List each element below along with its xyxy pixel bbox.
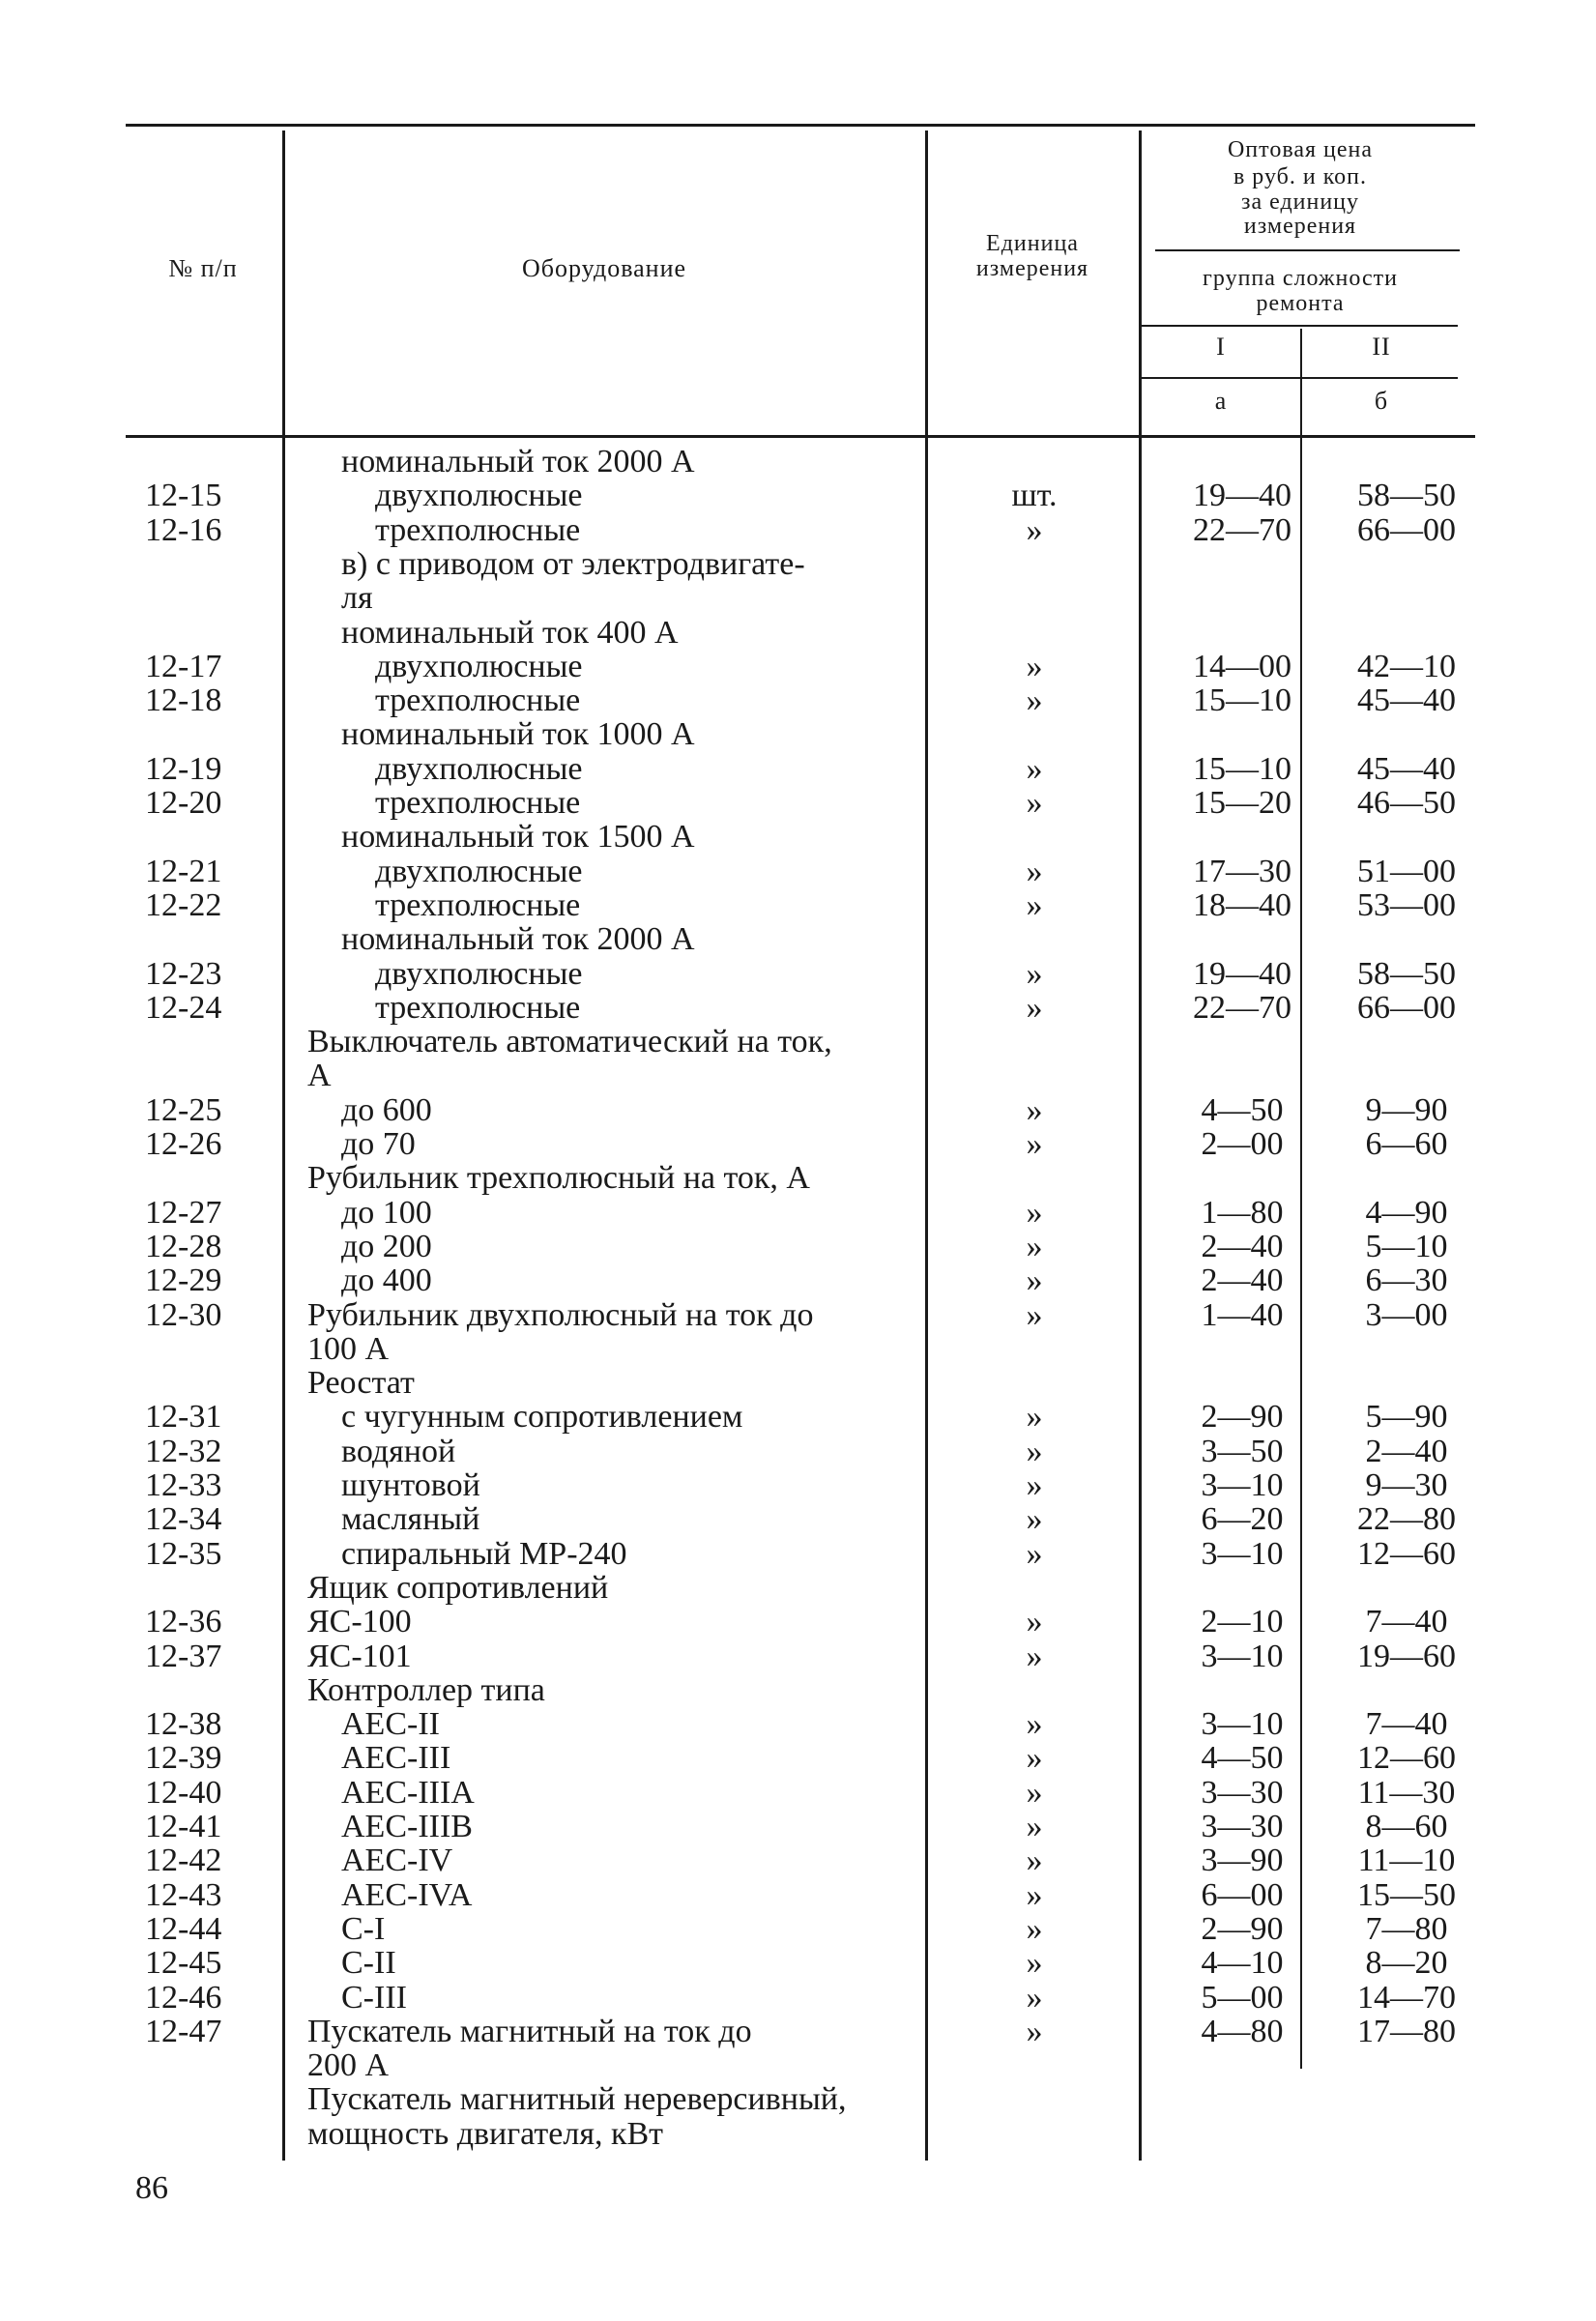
equipment-name: АЕС-IVA xyxy=(341,1877,473,1913)
row-number: 12-35 xyxy=(145,1536,222,1572)
equipment-name: Контроллер типа xyxy=(307,1672,545,1708)
price-group-a: 3—10 xyxy=(1201,1467,1284,1503)
price-group-b: 9—30 xyxy=(1365,1467,1448,1503)
equipment-name: ЯС-101 xyxy=(307,1639,412,1674)
price-group-a: 3—30 xyxy=(1201,1809,1284,1844)
row-number: 12-17 xyxy=(145,649,222,684)
price-group-b: 45—40 xyxy=(1357,751,1456,787)
price-group-a: 6—00 xyxy=(1201,1877,1284,1913)
price-group-a: 2—00 xyxy=(1201,1126,1284,1162)
price-group-a: 2—90 xyxy=(1201,1399,1284,1435)
header-equipment: Оборудование xyxy=(521,254,687,282)
price-group-b: 11—10 xyxy=(1357,1842,1456,1878)
equipment-name: шунтовой xyxy=(341,1467,480,1503)
price-group-a: 4—10 xyxy=(1201,1945,1284,1981)
equipment-name: С-III xyxy=(341,1980,407,2016)
row-number: 12-44 xyxy=(145,1911,222,1947)
price-group-b: 3—00 xyxy=(1365,1297,1448,1333)
row-number: 12-25 xyxy=(145,1092,222,1128)
equipment-name: двухполюсные xyxy=(375,649,583,684)
equipment-name: ля xyxy=(341,580,373,616)
header-unit-1: Единица xyxy=(986,231,1079,256)
equipment-name: двухполюсные xyxy=(375,751,583,787)
equipment-name: номинальный ток 1000 А xyxy=(341,716,695,752)
unit-of-measure: » xyxy=(1026,1980,1043,2016)
unit-of-measure: » xyxy=(1026,887,1043,923)
row-number: 12-23 xyxy=(145,956,222,992)
row-number: 12-22 xyxy=(145,887,222,923)
unit-of-measure: » xyxy=(1026,1229,1043,1264)
header-unit-2: измерения xyxy=(975,256,1089,281)
equipment-name: АЕС-IIIA xyxy=(341,1775,475,1811)
col-divider-1 xyxy=(282,131,285,2161)
price-group-b: 9—90 xyxy=(1365,1092,1448,1128)
unit-of-measure: » xyxy=(1026,1877,1043,1913)
equipment-name: масляный xyxy=(341,1501,480,1537)
equipment-name: до 400 xyxy=(341,1262,432,1298)
price-group-a: 3—30 xyxy=(1201,1775,1284,1811)
price-group-a: 3—10 xyxy=(1201,1536,1284,1572)
price-group-b: 6—60 xyxy=(1365,1126,1448,1162)
unit-of-measure: » xyxy=(1026,2014,1043,2049)
price-group-b: 4—90 xyxy=(1365,1195,1448,1231)
equipment-name: Рубильник двухполюсный на ток до xyxy=(307,1297,814,1333)
header-sub-a: а xyxy=(1214,387,1228,415)
unit-of-measure: » xyxy=(1026,1399,1043,1435)
price-group-b: 42—10 xyxy=(1357,649,1456,684)
equipment-name: АЕС-II xyxy=(341,1706,440,1742)
unit-of-measure: » xyxy=(1026,1775,1043,1811)
row-number: 12-18 xyxy=(145,682,222,718)
page-number: 86 xyxy=(135,2170,168,2206)
row-number: 12-19 xyxy=(145,751,222,787)
price-group-b: 19—60 xyxy=(1357,1639,1456,1674)
equipment-name: С-I xyxy=(341,1911,386,1947)
equipment-name: мощность двигателя, кВт xyxy=(307,2116,664,2152)
header-group-II: II xyxy=(1372,333,1391,361)
equipment-name: А xyxy=(307,1058,332,1093)
price-group-b: 7—80 xyxy=(1365,1911,1448,1947)
equipment-name: 100 А xyxy=(307,1331,390,1367)
equipment-name: АЕС-IV xyxy=(341,1842,453,1878)
equipment-name: до 100 xyxy=(341,1195,432,1231)
row-number: 12-31 xyxy=(145,1399,222,1435)
price-group-a: 19—40 xyxy=(1193,478,1291,513)
price-group-b: 5—10 xyxy=(1365,1229,1448,1264)
price-group-a: 15—10 xyxy=(1193,682,1291,718)
price-group-b: 17—80 xyxy=(1357,2014,1456,2049)
row-number: 12-42 xyxy=(145,1842,222,1878)
price-group-a: 4—80 xyxy=(1201,2014,1284,2049)
price-group-b: 22—80 xyxy=(1357,1501,1456,1537)
equipment-name: двухполюсные xyxy=(375,478,583,513)
row-number: 12-20 xyxy=(145,785,222,821)
row-number: 12-41 xyxy=(145,1809,222,1844)
unit-of-measure: » xyxy=(1026,1126,1043,1162)
equipment-name: до 70 xyxy=(341,1126,416,1162)
row-number: 12-40 xyxy=(145,1775,222,1811)
equipment-name: спиральный МР-240 xyxy=(341,1536,627,1572)
unit-of-measure: » xyxy=(1026,512,1043,548)
unit-of-measure: » xyxy=(1026,682,1043,718)
equipment-name: водяной xyxy=(341,1434,456,1469)
row-number: 12-43 xyxy=(145,1877,222,1913)
price-group-a: 22—70 xyxy=(1193,990,1291,1026)
price-header-rule xyxy=(1155,249,1460,251)
row-number: 12-46 xyxy=(145,1980,222,2016)
row-number: 12-30 xyxy=(145,1297,222,1333)
price-group-b: 51—00 xyxy=(1357,854,1456,889)
price-group-a: 2—40 xyxy=(1201,1229,1284,1264)
price-group-b: 14—70 xyxy=(1357,1980,1456,2016)
equipment-name: 200 А xyxy=(307,2047,390,2083)
price-group-a: 15—10 xyxy=(1193,751,1291,787)
header-bottom-rule xyxy=(126,435,1475,438)
unit-of-measure: » xyxy=(1026,1434,1043,1469)
price-group-a: 22—70 xyxy=(1193,512,1291,548)
unit-of-measure: » xyxy=(1026,1195,1043,1231)
price-group-a: 2—40 xyxy=(1201,1262,1284,1298)
row-number: 12-16 xyxy=(145,512,222,548)
price-group-b: 7—40 xyxy=(1365,1604,1448,1639)
equipment-name: Пускатель магнитный на ток до xyxy=(307,2014,752,2049)
equipment-name: номинальный ток 1500 А xyxy=(341,819,695,855)
header-price-2: в руб. и коп. xyxy=(1233,164,1368,189)
equipment-name: АЕС-IIIB xyxy=(341,1809,473,1844)
price-group-b: 8—60 xyxy=(1365,1809,1448,1844)
equipment-name: Реостат xyxy=(307,1365,415,1401)
price-group-a: 3—10 xyxy=(1201,1706,1284,1742)
equipment-name: номинальный ток 2000 А xyxy=(341,444,695,479)
row-number: 12-34 xyxy=(145,1501,222,1537)
equipment-name: в) с приводом от электродвигате- xyxy=(341,546,805,582)
row-number: 12-32 xyxy=(145,1434,222,1469)
price-group-a: 14—00 xyxy=(1193,649,1291,684)
price-group-b: 66—00 xyxy=(1357,990,1456,1026)
price-group-a: 3—50 xyxy=(1201,1434,1284,1469)
price-group-a: 1—80 xyxy=(1201,1195,1284,1231)
header-price-1: Оптовая цена xyxy=(1227,137,1374,162)
unit-of-measure: » xyxy=(1026,956,1043,992)
row-number: 12-47 xyxy=(145,2014,222,2049)
equipment-name: до 600 xyxy=(341,1092,432,1128)
price-group-a: 3—10 xyxy=(1201,1639,1284,1674)
unit-of-measure: » xyxy=(1026,1297,1043,1333)
unit-of-measure: » xyxy=(1026,854,1043,889)
equipment-name: двухполюсные xyxy=(375,956,583,992)
equipment-name: номинальный ток 2000 А xyxy=(341,921,695,957)
header-group-1: группа сложности xyxy=(1203,266,1398,291)
equipment-name: трехполюсные xyxy=(375,785,581,821)
price-group-b: 12—60 xyxy=(1357,1740,1456,1776)
equipment-name: с чугунным сопротивлением xyxy=(341,1399,743,1435)
price-group-a: 19—40 xyxy=(1193,956,1291,992)
unit-of-measure: » xyxy=(1026,1842,1043,1878)
equipment-name: трехполюсные xyxy=(375,682,581,718)
row-number: 12-28 xyxy=(145,1229,222,1264)
row-number: 12-15 xyxy=(145,478,222,513)
price-group-a: 1—40 xyxy=(1201,1297,1284,1333)
equipment-name: до 200 xyxy=(341,1229,432,1264)
unit-of-measure: » xyxy=(1026,1740,1043,1776)
header-sub-b: б xyxy=(1374,387,1389,415)
unit-of-measure: » xyxy=(1026,990,1043,1026)
equipment-name: Рубильник трехполюсный на ток, А xyxy=(307,1160,810,1196)
row-number: 12-24 xyxy=(145,990,222,1026)
equipment-name: ЯС-100 xyxy=(307,1604,412,1639)
price-group-a: 2—10 xyxy=(1201,1604,1284,1639)
group-header-rule xyxy=(1139,325,1458,327)
equipment-name: трехполюсные xyxy=(375,990,581,1026)
row-number: 12-27 xyxy=(145,1195,222,1231)
unit-of-measure: » xyxy=(1026,1604,1043,1639)
equipment-name: С-II xyxy=(341,1945,396,1981)
equipment-name: Ящик сопротивлений xyxy=(307,1570,609,1606)
price-group-b: 53—00 xyxy=(1357,887,1456,923)
unit-of-measure: » xyxy=(1026,751,1043,787)
row-number: 12-38 xyxy=(145,1706,222,1742)
row-number: 12-26 xyxy=(145,1126,222,1162)
price-group-b: 12—60 xyxy=(1357,1536,1456,1572)
price-group-b: 46—50 xyxy=(1357,785,1456,821)
unit-of-measure: шт. xyxy=(1011,478,1058,513)
top-rule xyxy=(126,124,1475,127)
price-group-b: 66—00 xyxy=(1357,512,1456,548)
unit-of-measure: » xyxy=(1026,1706,1043,1742)
unit-of-measure: » xyxy=(1026,1092,1043,1128)
unit-of-measure: » xyxy=(1026,1536,1043,1572)
unit-of-measure: » xyxy=(1026,1639,1043,1674)
equipment-name: Выключатель автоматический на ток, xyxy=(307,1024,832,1059)
price-group-a: 3—90 xyxy=(1201,1842,1284,1878)
price-group-b: 15—50 xyxy=(1357,1877,1456,1913)
price-group-b: 8—20 xyxy=(1365,1945,1448,1981)
unit-of-measure: » xyxy=(1026,1911,1043,1947)
price-group-b: 6—30 xyxy=(1365,1262,1448,1298)
equipment-name: трехполюсные xyxy=(375,887,581,923)
unit-of-measure: » xyxy=(1026,785,1043,821)
header-group-2: ремонта xyxy=(1256,291,1345,316)
equipment-name: АЕС-III xyxy=(341,1740,451,1776)
header-group-I: I xyxy=(1216,333,1226,361)
equipment-name: двухполюсные xyxy=(375,854,583,889)
equipment-name: трехполюсные xyxy=(375,512,581,548)
price-group-a: 15—20 xyxy=(1193,785,1291,821)
roman-header-rule xyxy=(1139,377,1458,379)
price-group-a: 5—00 xyxy=(1201,1980,1284,2016)
price-group-b: 58—50 xyxy=(1357,478,1456,513)
price-group-a: 6—20 xyxy=(1201,1501,1284,1537)
header-price-3: за единицу xyxy=(1240,189,1360,215)
unit-of-measure: » xyxy=(1026,1467,1043,1503)
price-group-a: 4—50 xyxy=(1201,1740,1284,1776)
price-group-a: 17—30 xyxy=(1193,854,1291,889)
price-group-b: 45—40 xyxy=(1357,682,1456,718)
price-group-b: 7—40 xyxy=(1365,1706,1448,1742)
row-number: 12-37 xyxy=(145,1639,222,1674)
row-number: 12-39 xyxy=(145,1740,222,1776)
price-group-a: 18—40 xyxy=(1193,887,1291,923)
price-group-b: 11—30 xyxy=(1357,1775,1456,1811)
row-number: 12-36 xyxy=(145,1604,222,1639)
unit-of-measure: » xyxy=(1026,1945,1043,1981)
row-number: 12-33 xyxy=(145,1467,222,1503)
row-number: 12-29 xyxy=(145,1262,222,1298)
price-group-a: 2—90 xyxy=(1201,1911,1284,1947)
equipment-name: номинальный ток 400 А xyxy=(341,615,679,651)
row-number: 12-45 xyxy=(145,1945,222,1981)
price-group-b: 5—90 xyxy=(1365,1399,1448,1435)
price-group-b: 2—40 xyxy=(1365,1434,1448,1469)
equipment-name: Пускатель магнитный нереверсивный, xyxy=(307,2081,847,2117)
unit-of-measure: » xyxy=(1026,1809,1043,1844)
header-price-4: измерения xyxy=(1243,214,1357,239)
price-group-a: 4—50 xyxy=(1201,1092,1284,1128)
price-group-b: 58—50 xyxy=(1357,956,1456,992)
unit-of-measure: » xyxy=(1026,1262,1043,1298)
row-number: 12-21 xyxy=(145,854,222,889)
unit-of-measure: » xyxy=(1026,649,1043,684)
unit-of-measure: » xyxy=(1026,1501,1043,1537)
header-num: № п/п xyxy=(168,254,238,282)
